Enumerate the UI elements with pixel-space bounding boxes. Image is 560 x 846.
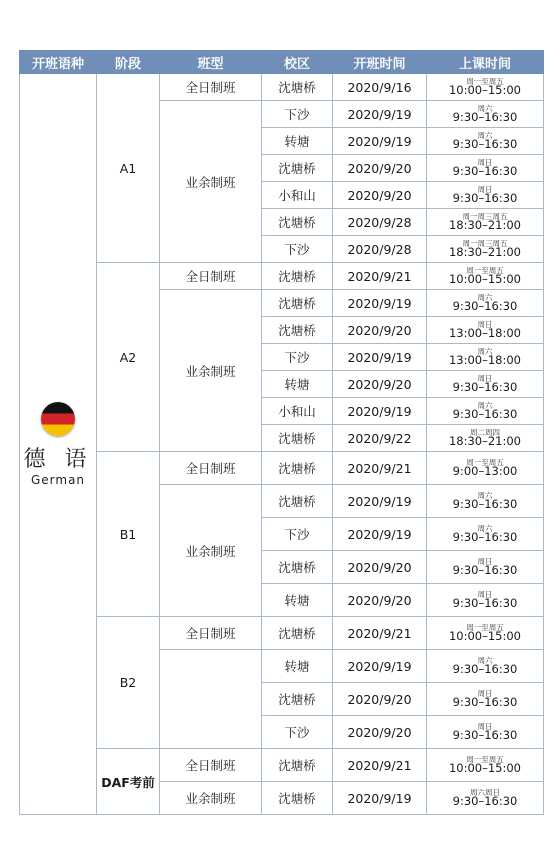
class-days: 周日 bbox=[477, 184, 493, 194]
start-date-cell: 2020/9/20 bbox=[333, 683, 427, 716]
class-time-cell bbox=[427, 782, 544, 815]
campus-cell: 沈塘桥 bbox=[262, 551, 333, 584]
campus-cell: 沈塘桥 bbox=[262, 263, 333, 290]
class-time-cell bbox=[427, 683, 544, 716]
campus-cell: 下沙 bbox=[262, 101, 333, 128]
level-cell: A2 bbox=[97, 263, 160, 452]
class-time-cell bbox=[427, 452, 544, 485]
class-time bbox=[427, 105, 543, 124]
start-date-cell: 2020/9/28 bbox=[333, 209, 427, 236]
class-hours: 9:30–16:30 bbox=[452, 407, 518, 421]
class-hours: 9:30–16:30 bbox=[452, 380, 518, 394]
class-time-cell bbox=[427, 425, 544, 452]
class-time bbox=[427, 756, 543, 775]
class-time-cell bbox=[427, 584, 544, 617]
start-date-cell: 2020/9/19 bbox=[333, 485, 427, 518]
class-hours: 9:30–16:30 bbox=[452, 695, 518, 709]
class-days: 周日 bbox=[477, 373, 493, 383]
class-time bbox=[427, 348, 543, 367]
level-cell: A1 bbox=[97, 74, 160, 263]
class-days: 周日 bbox=[477, 589, 493, 599]
class-hours: 9:30–16:30 bbox=[452, 794, 518, 808]
class-days: 周日 bbox=[477, 721, 493, 731]
class-days: 周一至周五 bbox=[466, 754, 504, 764]
campus-cell: 转塘 bbox=[262, 650, 333, 683]
start-date-cell: 2020/9/20 bbox=[333, 584, 427, 617]
class-time bbox=[427, 789, 543, 808]
class-time-cell bbox=[427, 101, 544, 128]
header-campus: 校区 bbox=[262, 51, 333, 74]
class-days: 周日 bbox=[477, 688, 493, 698]
class-days: 周一周三周五 bbox=[462, 211, 508, 221]
start-date-cell: 2020/9/20 bbox=[333, 716, 427, 749]
start-date-cell: 2020/9/19 bbox=[333, 398, 427, 425]
class-time bbox=[427, 624, 543, 643]
start-date-cell: 2020/9/19 bbox=[333, 344, 427, 371]
campus-cell: 沈塘桥 bbox=[262, 209, 333, 236]
class-days: 周六 bbox=[477, 103, 493, 113]
class-hours: 9:30–16:30 bbox=[452, 137, 518, 151]
class-days: 周一至周五 bbox=[466, 457, 504, 467]
table-row bbox=[20, 617, 544, 650]
class-days: 周二周四 bbox=[470, 427, 500, 437]
class-time bbox=[427, 723, 543, 742]
class-time-cell bbox=[427, 749, 544, 782]
class-hours: 9:30–16:30 bbox=[452, 530, 518, 544]
class-hours: 10:00–15:00 bbox=[448, 83, 522, 97]
header-row bbox=[20, 51, 544, 74]
level-cell: DAF考前 bbox=[97, 749, 160, 815]
class-time-cell bbox=[427, 650, 544, 683]
class-time-cell bbox=[427, 617, 544, 650]
campus-cell: 沈塘桥 bbox=[262, 425, 333, 452]
class-hours: 9:30–16:30 bbox=[452, 596, 518, 610]
class-time bbox=[427, 78, 543, 97]
class-time bbox=[427, 657, 543, 676]
class-time-cell bbox=[427, 155, 544, 182]
header-language: 开班语种 bbox=[20, 51, 97, 74]
start-date-cell: 2020/9/20 bbox=[333, 182, 427, 209]
class-hours: 13:00–18:00 bbox=[448, 353, 522, 367]
header-start-date: 开班时间 bbox=[333, 51, 427, 74]
class-days: 周日 bbox=[477, 157, 493, 167]
class-hours: 9:00–13:00 bbox=[452, 464, 518, 478]
class-time-cell bbox=[427, 398, 544, 425]
start-date-cell: 2020/9/20 bbox=[333, 551, 427, 584]
campus-cell: 下沙 bbox=[262, 344, 333, 371]
class-time-cell bbox=[427, 518, 544, 551]
start-date-cell: 2020/9/16 bbox=[333, 74, 427, 101]
campus-cell: 沈塘桥 bbox=[262, 485, 333, 518]
campus-cell: 下沙 bbox=[262, 518, 333, 551]
level-cell: B2 bbox=[97, 617, 160, 749]
class-type-cell: 业余制班 bbox=[160, 485, 262, 617]
class-time-cell bbox=[427, 716, 544, 749]
class-type-cell: 全日制班 bbox=[160, 74, 262, 101]
class-time bbox=[427, 459, 543, 478]
class-time-cell bbox=[427, 344, 544, 371]
campus-cell: 转塘 bbox=[262, 584, 333, 617]
class-days: 周日 bbox=[477, 556, 493, 566]
campus-cell: 下沙 bbox=[262, 716, 333, 749]
class-days: 周六周日 bbox=[470, 787, 500, 797]
class-time bbox=[427, 375, 543, 394]
table-row bbox=[20, 749, 544, 782]
class-days: 周六 bbox=[477, 655, 493, 665]
class-days: 周六 bbox=[477, 490, 493, 500]
start-date-cell: 2020/9/19 bbox=[333, 650, 427, 683]
start-date-cell: 2020/9/19 bbox=[333, 101, 427, 128]
class-hours: 9:30–16:30 bbox=[452, 191, 518, 205]
campus-cell: 沈塘桥 bbox=[262, 749, 333, 782]
class-hours: 9:30–16:30 bbox=[452, 299, 518, 313]
class-hours: 18:30–21:00 bbox=[448, 245, 522, 259]
germany-flag-icon bbox=[41, 402, 75, 436]
class-days: 周一至周五 bbox=[466, 265, 504, 275]
start-date-cell: 2020/9/19 bbox=[333, 128, 427, 155]
start-date-cell: 2020/9/19 bbox=[333, 518, 427, 551]
campus-cell: 沈塘桥 bbox=[262, 617, 333, 650]
class-type-cell: 业余制班 bbox=[160, 782, 262, 815]
language-name-english: German bbox=[30, 472, 86, 487]
class-time-cell bbox=[427, 317, 544, 344]
class-days: 周六 bbox=[477, 346, 493, 356]
class-hours: 10:00–15:00 bbox=[448, 272, 522, 286]
class-days: 周六 bbox=[477, 400, 493, 410]
class-hours: 9:30–16:30 bbox=[452, 497, 518, 511]
class-time-cell bbox=[427, 74, 544, 101]
class-type-cell: 业余制班 bbox=[160, 290, 262, 452]
class-time-cell bbox=[427, 236, 544, 263]
class-time-cell bbox=[427, 128, 544, 155]
class-time bbox=[427, 492, 543, 511]
class-days: 周日 bbox=[477, 319, 493, 329]
table-row bbox=[20, 74, 544, 101]
start-date-cell: 2020/9/21 bbox=[333, 749, 427, 782]
table-row bbox=[20, 263, 544, 290]
class-time bbox=[427, 294, 543, 313]
class-time bbox=[427, 558, 543, 577]
class-time bbox=[427, 186, 543, 205]
campus-cell: 沈塘桥 bbox=[262, 155, 333, 182]
start-date-cell: 2020/9/19 bbox=[333, 782, 427, 815]
class-time bbox=[427, 267, 543, 286]
start-date-cell: 2020/9/21 bbox=[333, 263, 427, 290]
class-days: 周六 bbox=[477, 130, 493, 140]
campus-cell: 小和山 bbox=[262, 398, 333, 425]
class-time bbox=[427, 159, 543, 178]
class-time-cell bbox=[427, 551, 544, 584]
campus-cell: 转塘 bbox=[262, 128, 333, 155]
class-time bbox=[427, 240, 543, 259]
class-time bbox=[427, 132, 543, 151]
class-type-cell: 业余制班 bbox=[160, 101, 262, 263]
start-date-cell: 2020/9/20 bbox=[333, 155, 427, 182]
table-row bbox=[20, 452, 544, 485]
class-hours: 10:00–15:00 bbox=[448, 761, 522, 775]
class-time-cell bbox=[427, 371, 544, 398]
class-hours: 13:00–18:00 bbox=[448, 326, 522, 340]
class-hours: 10:00–15:00 bbox=[448, 629, 522, 643]
campus-cell: 小和山 bbox=[262, 182, 333, 209]
start-date-cell: 2020/9/21 bbox=[333, 617, 427, 650]
class-time bbox=[427, 402, 543, 421]
campus-cell: 沈塘桥 bbox=[262, 74, 333, 101]
class-days: 周六 bbox=[477, 292, 493, 302]
level-cell: B1 bbox=[97, 452, 160, 617]
class-time-cell bbox=[427, 290, 544, 317]
class-time-cell bbox=[427, 182, 544, 209]
start-date-cell: 2020/9/19 bbox=[333, 290, 427, 317]
campus-cell: 下沙 bbox=[262, 236, 333, 263]
class-time-cell bbox=[427, 263, 544, 290]
start-date-cell: 2020/9/28 bbox=[333, 236, 427, 263]
class-days: 周一至周五 bbox=[466, 76, 504, 86]
class-type-cell bbox=[160, 650, 262, 749]
campus-cell: 转塘 bbox=[262, 371, 333, 398]
campus-cell: 沈塘桥 bbox=[262, 317, 333, 344]
start-date-cell: 2020/9/20 bbox=[333, 317, 427, 344]
class-type-cell: 全日制班 bbox=[160, 452, 262, 485]
campus-cell: 沈塘桥 bbox=[262, 782, 333, 815]
class-time bbox=[427, 525, 543, 544]
class-days: 周一至周五 bbox=[466, 622, 504, 632]
class-time bbox=[427, 690, 543, 709]
class-time bbox=[427, 213, 543, 232]
class-days: 周六 bbox=[477, 523, 493, 533]
class-time bbox=[427, 429, 543, 448]
class-hours: 9:30–16:30 bbox=[452, 110, 518, 124]
class-days: 周一周三周五 bbox=[462, 238, 508, 248]
start-date-cell: 2020/9/22 bbox=[333, 425, 427, 452]
class-type-cell: 全日制班 bbox=[160, 263, 262, 290]
header-level: 阶段 bbox=[97, 51, 160, 74]
course-schedule-table bbox=[19, 50, 544, 815]
campus-cell: 沈塘桥 bbox=[262, 452, 333, 485]
class-hours: 9:30–16:30 bbox=[452, 164, 518, 178]
class-time-cell bbox=[427, 209, 544, 236]
class-hours: 9:30–16:30 bbox=[452, 662, 518, 676]
start-date-cell: 2020/9/21 bbox=[333, 452, 427, 485]
campus-cell: 沈塘桥 bbox=[262, 683, 333, 716]
class-hours: 18:30–21:00 bbox=[448, 434, 522, 448]
class-time-cell bbox=[427, 485, 544, 518]
class-hours: 9:30–16:30 bbox=[452, 728, 518, 742]
class-type-cell: 全日制班 bbox=[160, 617, 262, 650]
header-class-type: 班型 bbox=[160, 51, 262, 74]
class-time bbox=[427, 321, 543, 340]
header-class-time: 上课时间 bbox=[427, 51, 544, 74]
class-type-cell: 全日制班 bbox=[160, 749, 262, 782]
class-time bbox=[427, 591, 543, 610]
campus-cell: 沈塘桥 bbox=[262, 290, 333, 317]
class-hours: 9:30–16:30 bbox=[452, 563, 518, 577]
language-name-chinese: 德 语 bbox=[23, 446, 93, 472]
class-hours: 18:30–21:00 bbox=[448, 218, 522, 232]
language-cell bbox=[20, 74, 97, 815]
start-date-cell: 2020/9/20 bbox=[333, 371, 427, 398]
